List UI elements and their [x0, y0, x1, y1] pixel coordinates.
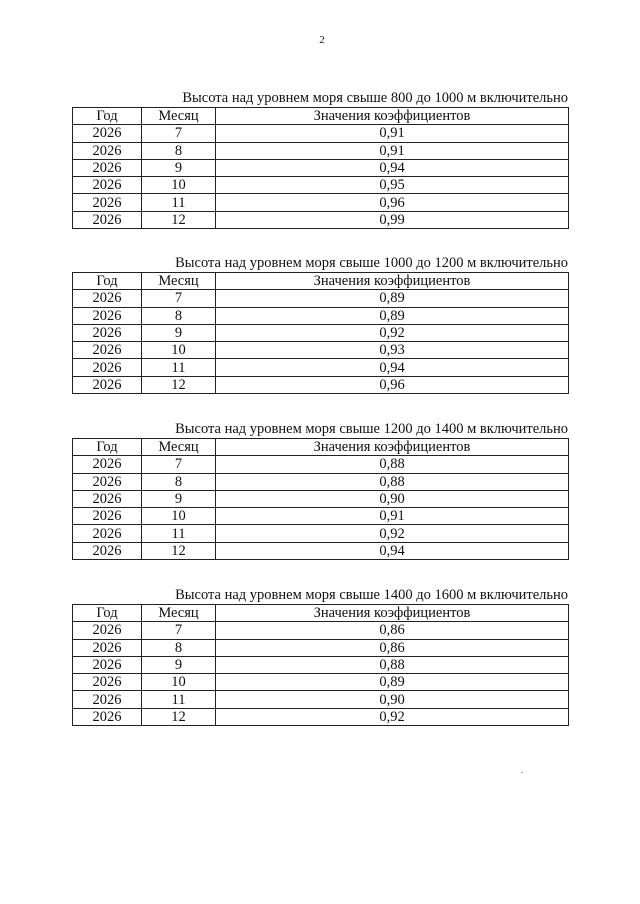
cell-value: 0,92 [216, 324, 569, 341]
cell-month: 9 [142, 159, 216, 176]
cell-month: 12 [142, 376, 216, 393]
header-month: Месяц [142, 439, 216, 456]
table-row [73, 142, 569, 159]
cell-value: 0,88 [216, 656, 569, 673]
table-row [73, 674, 569, 691]
table-row [73, 542, 569, 559]
cell-month: 11 [142, 194, 216, 211]
cell-value: 0,91 [216, 508, 569, 525]
header-values: Значения коэффициентов [216, 273, 569, 290]
section-title: Высота над уровнем моря свыше 1400 до 1600 м включительно [175, 587, 568, 603]
table-header-row [73, 108, 569, 125]
header-year: Год [73, 108, 142, 125]
cell-month: 8 [142, 142, 216, 159]
cell-month: 10 [142, 508, 216, 525]
cell-month: 12 [142, 708, 216, 725]
table-row [73, 342, 569, 359]
table-row [73, 656, 569, 673]
cell-year: 2026 [73, 125, 142, 142]
section-title: Высота над уровнем моря свыше 1000 до 1200 м включительно [175, 255, 568, 271]
coefficient-section-1000-1200 [72, 255, 568, 394]
table-row [73, 359, 569, 376]
table-row [73, 456, 569, 473]
cell-month: 7 [142, 125, 216, 142]
cell-year: 2026 [73, 307, 142, 324]
cell-month: 7 [142, 456, 216, 473]
cell-year: 2026 [73, 542, 142, 559]
cell-month: 9 [142, 490, 216, 507]
cell-month: 10 [142, 177, 216, 194]
table-header-row [73, 439, 569, 456]
table-header-row [73, 273, 569, 290]
table-row [73, 473, 569, 490]
cell-month: 11 [142, 359, 216, 376]
cell-year: 2026 [73, 456, 142, 473]
coefficient-table [72, 107, 569, 229]
cell-year: 2026 [73, 691, 142, 708]
table-row [73, 194, 569, 211]
cell-year: 2026 [73, 376, 142, 393]
table-row [73, 376, 569, 393]
table-row [73, 508, 569, 525]
cell-month: 8 [142, 473, 216, 490]
cell-year: 2026 [73, 639, 142, 656]
cell-year: 2026 [73, 211, 142, 228]
table-header-row [73, 605, 569, 622]
coefficient-section-1200-1400 [72, 421, 568, 560]
cell-year: 2026 [73, 359, 142, 376]
table-row [73, 307, 569, 324]
cell-month: 11 [142, 525, 216, 542]
table-row [73, 691, 569, 708]
cell-month: 10 [142, 342, 216, 359]
cell-month: 9 [142, 324, 216, 341]
cell-value: 0,90 [216, 691, 569, 708]
cell-value: 0,92 [216, 525, 569, 542]
cell-year: 2026 [73, 142, 142, 159]
cell-value: 0,90 [216, 490, 569, 507]
cell-value: 0,99 [216, 211, 569, 228]
cell-value: 0,94 [216, 159, 569, 176]
cell-value: 0,91 [216, 125, 569, 142]
table-row [73, 622, 569, 639]
cell-month: 9 [142, 656, 216, 673]
header-values: Значения коэффициентов [216, 605, 569, 622]
header-year: Год [73, 439, 142, 456]
cell-value: 0,95 [216, 177, 569, 194]
cell-month: 11 [142, 691, 216, 708]
cell-year: 2026 [73, 324, 142, 341]
cell-value: 0,89 [216, 290, 569, 307]
cell-year: 2026 [73, 508, 142, 525]
cell-year: 2026 [73, 490, 142, 507]
cell-year: 2026 [73, 708, 142, 725]
cell-value: 0,88 [216, 473, 569, 490]
table-row [73, 125, 569, 142]
cell-month: 12 [142, 542, 216, 559]
table-row [73, 159, 569, 176]
table-row [73, 324, 569, 341]
cell-value: 0,89 [216, 307, 569, 324]
cell-month: 8 [142, 307, 216, 324]
header-month: Месяц [142, 605, 216, 622]
cell-year: 2026 [73, 622, 142, 639]
cell-year: 2026 [73, 656, 142, 673]
table-row [73, 639, 569, 656]
coefficient-table [72, 604, 569, 726]
cell-value: 0,88 [216, 456, 569, 473]
cell-value: 0,89 [216, 674, 569, 691]
header-year: Год [73, 273, 142, 290]
header-month: Месяц [142, 108, 216, 125]
cell-year: 2026 [73, 290, 142, 307]
cell-month: 12 [142, 211, 216, 228]
table-row [73, 708, 569, 725]
cell-year: 2026 [73, 674, 142, 691]
cell-value: 0,91 [216, 142, 569, 159]
cell-value: 0,96 [216, 376, 569, 393]
cell-year: 2026 [73, 525, 142, 542]
cell-value: 0,93 [216, 342, 569, 359]
cell-year: 2026 [73, 194, 142, 211]
table-row [73, 177, 569, 194]
coefficient-section-800-1000 [72, 90, 568, 229]
coefficient-table [72, 272, 569, 394]
cell-month: 8 [142, 639, 216, 656]
cell-value: 0,92 [216, 708, 569, 725]
table-row [73, 290, 569, 307]
cell-value: 0,86 [216, 622, 569, 639]
header-values: Значения коэффициентов [216, 108, 569, 125]
cell-value: 0,94 [216, 542, 569, 559]
coefficient-section-1400-1600 [72, 587, 568, 726]
coefficient-table [72, 438, 569, 560]
page-number: 2 [319, 34, 325, 46]
table-row [73, 525, 569, 542]
scan-artifact [521, 772, 523, 773]
cell-month: 7 [142, 290, 216, 307]
section-title: Высота над уровнем моря свыше 1200 до 1400 м включительно [175, 421, 568, 437]
cell-month: 10 [142, 674, 216, 691]
section-title: Высота над уровнем моря свыше 800 до 1000 м включительно [182, 90, 568, 106]
header-month: Месяц [142, 273, 216, 290]
cell-value: 0,94 [216, 359, 569, 376]
cell-value: 0,86 [216, 639, 569, 656]
cell-year: 2026 [73, 159, 142, 176]
cell-month: 7 [142, 622, 216, 639]
table-row [73, 490, 569, 507]
cell-value: 0,96 [216, 194, 569, 211]
cell-year: 2026 [73, 473, 142, 490]
header-values: Значения коэффициентов [216, 439, 569, 456]
table-row [73, 211, 569, 228]
cell-year: 2026 [73, 342, 142, 359]
header-year: Год [73, 605, 142, 622]
cell-year: 2026 [73, 177, 142, 194]
